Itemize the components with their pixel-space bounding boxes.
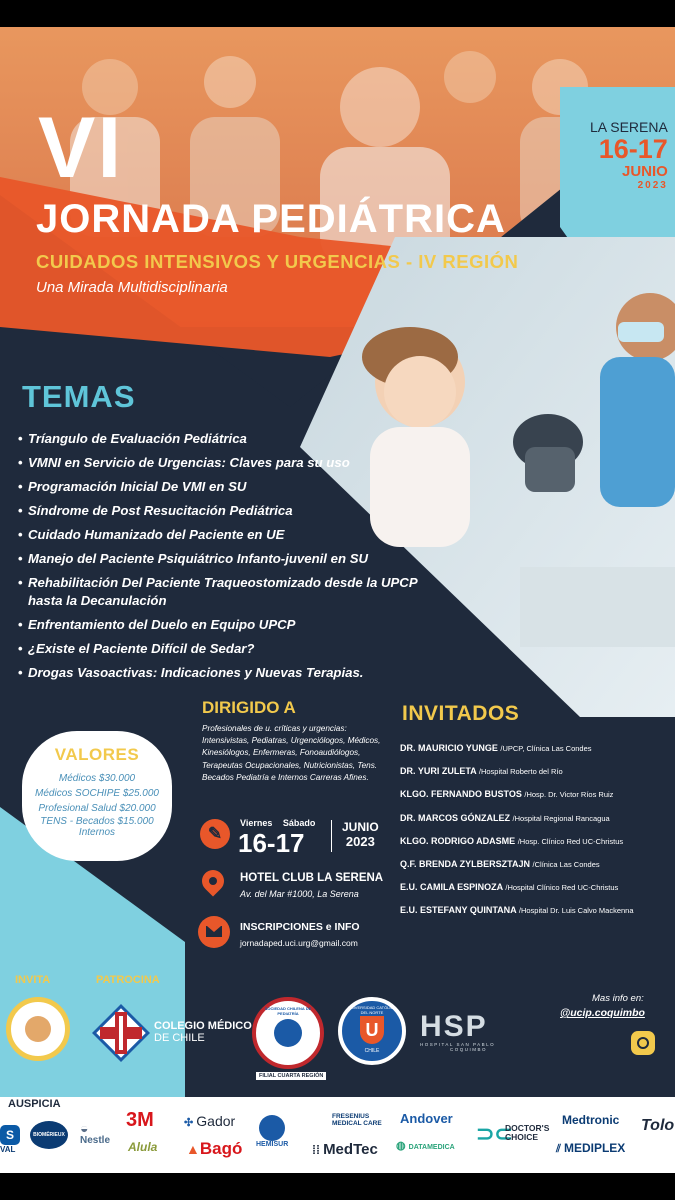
- event-date-badge: [590, 119, 668, 191]
- guest-affiliation: /Hosp. Clínico Red UC-Christus: [517, 836, 624, 846]
- event-city: LA SERENA: [590, 119, 668, 135]
- valores-list: [22, 771, 172, 838]
- guest-item: [400, 807, 675, 830]
- guest-item: [400, 760, 675, 783]
- price-item: Profesional Salud $20.000: [38, 803, 156, 814]
- event-subtitle: CUIDADOS INTENSIVOS Y URGENCIAS - IV REGIÓN: [36, 251, 519, 272]
- guest-item: [400, 876, 675, 899]
- guest-name: E.U. CAMILA ESPINOZA: [400, 882, 503, 893]
- sponsor-logo: [505, 1124, 557, 1142]
- colegio-line1: COLEGIO MÉDICO: [154, 1020, 252, 1032]
- colegio-medico-logo: [92, 1004, 150, 1062]
- hsp-line2: COQUIMBO: [450, 1047, 488, 1052]
- sochipe-logo: [252, 997, 324, 1069]
- guest-item: [400, 899, 675, 922]
- ucn-shield: U: [360, 1016, 384, 1044]
- colegio-medico-text: [154, 1020, 252, 1044]
- venue-name: HOTEL CLUB LA SERENA: [240, 872, 384, 884]
- sponsor-logo: ▲Bagó: [186, 1139, 243, 1158]
- price-item: Médicos SOCHIPE $25.000: [35, 788, 159, 799]
- event-poster: [0, 27, 675, 1173]
- ucn-country: CHILE: [364, 1048, 380, 1054]
- event-days: 16-17: [598, 134, 668, 164]
- guest-name: DR. YURI ZULETA: [400, 766, 477, 777]
- hsp-line1: HOSPITAL SAN PABLO: [420, 1042, 496, 1047]
- topic-item: • VMNI en Servicio de Urgencias: Claves para su uso: [18, 454, 438, 472]
- sponsor-name: 3M: [126, 1109, 154, 1131]
- topic-item: • Tríangulo de Evaluación Pediátrica: [18, 430, 438, 448]
- guest-affiliation: /Hospital Roberto del Río: [478, 767, 563, 777]
- invita-label: INVITA: [15, 974, 51, 986]
- topic-item: • Enfrentamiento del Duelo en Equipo UPCP: [18, 616, 438, 634]
- day2-label: Sábado: [282, 818, 316, 828]
- guest-name: KLGO. FERNANDO BUSTOS: [400, 789, 522, 800]
- edition-number: VI: [38, 100, 124, 196]
- sponsor-name: HEMISUR: [256, 1141, 289, 1148]
- schedule-year: 2023: [345, 834, 375, 849]
- guest-item: [400, 830, 675, 853]
- colegio-line2: DE CHILE: [154, 1032, 205, 1044]
- topic-item: • Drogas Vasoactivas: Indicaciones y Nuevas Terapias.: [18, 664, 438, 682]
- caduceus-icon: [92, 1004, 150, 1062]
- guest-name: E.U. ESTEFANY QUINTANA: [400, 905, 517, 916]
- sponsor-logo: [400, 1111, 453, 1126]
- date-divider: [331, 820, 332, 852]
- sponsor-name: Nestle: [80, 1135, 111, 1146]
- sponsor-logo: ⊃⊂: [476, 1121, 513, 1146]
- ucn-logo: [338, 997, 406, 1065]
- event-title: JORNADA PEDIÁTRICA: [36, 197, 506, 241]
- sponsor-name: MedTec: [323, 1141, 378, 1158]
- day1-label: Viernes: [240, 818, 273, 828]
- sponsor-logo: [641, 1117, 674, 1135]
- topic-item: • Rehabilitación Del Paciente Traqueostomizado desde la UPCP hasta la Decanulación: [18, 574, 438, 610]
- sochipe-filial: FILIAL CUARTA REGIÓN: [256, 1072, 326, 1080]
- instagram-handle-link[interactable]: @ucip.coquimbo: [560, 1007, 645, 1019]
- guests-list: [400, 737, 675, 923]
- ucn-ring-text: UNIVERSIDAD CATÓLICA DEL NORTE: [347, 1005, 397, 1015]
- guest-item: [400, 853, 675, 876]
- instagram-icon[interactable]: [631, 1031, 655, 1055]
- invitados-heading: INVITADOS: [402, 702, 520, 725]
- sponsor-logo: ⫽ MEDIPLEX: [556, 1141, 626, 1155]
- guest-name: DR. MAURICIO YUNGE: [400, 743, 498, 753]
- topic-item: • Manejo del Paciente Psiquiátrico Infanto-juvenil en SU: [18, 550, 438, 568]
- guest-item: [400, 783, 675, 806]
- mail-icon: [198, 916, 230, 948]
- dirigido-text: Profesionales de u. críticas y urgencias: Intensivistas, Pediatras, Urgenciólogos, Médicos, Kinesiólogos, Enfermeras, Fonoaudiólogos, Terapeutas Ocupacionales, Nutricionistas, Tens. Becados Pediatría e Internos Carreras Afines.: [202, 724, 381, 782]
- patrocina-label: PATROCINA: [96, 974, 160, 986]
- auspicia-label: AUSPICIA: [8, 1098, 61, 1110]
- guest-item: [400, 737, 675, 760]
- sponsor-logo: ⁞⁞ MedTec: [312, 1141, 378, 1158]
- sponsor-logo: [30, 1121, 68, 1149]
- guest-affiliation: /Hosp. Dr. Victor Ríos Ruiz: [524, 790, 614, 800]
- sponsor-logo: [126, 1109, 154, 1132]
- sponsor-name: Bagó: [199, 1139, 243, 1158]
- sponsor-logo: ◒ Nestle: [80, 1120, 111, 1146]
- weekdays: [240, 818, 315, 828]
- valores-heading: VALORES: [54, 745, 140, 764]
- sponsor-logo: S VAL: [0, 1125, 20, 1154]
- sponsor-name: BIOMÉRIEUX: [30, 1121, 68, 1149]
- sponsor-name: DATAMEDICA: [408, 1144, 455, 1151]
- guest-name: Q.F. BRENDA ZYLBERSZTAJN: [400, 859, 531, 870]
- sponsor-logo: ◍ DATAMEDICA: [396, 1140, 455, 1152]
- sponsor-name: Andover: [400, 1111, 453, 1126]
- inscripciones-label: INSCRIPCIONES e INFO: [240, 921, 360, 933]
- more-info-label: Mas info en:: [592, 993, 644, 1004]
- sochipe-ring-text: SOCIEDAD CHILENA DE PEDIATRÍA: [264, 1006, 312, 1016]
- sponsor-name: MEDIPLEX: [563, 1141, 626, 1155]
- schedule-month: JUNIO: [342, 820, 379, 834]
- topic-item: • ¿Existe el Paciente Difícil de Sedar?: [18, 640, 438, 658]
- topics-list: [18, 430, 438, 688]
- sponsor-logo: [256, 1115, 288, 1148]
- price-item: TENS - Becados $15.000 Internos: [40, 816, 154, 838]
- topic-item: • Programación Inicial De VMI en SU: [18, 478, 438, 496]
- guest-affiliation: /Hospital Dr. Luis Calvo Mackenna: [518, 906, 634, 916]
- hsp-mark: HSP: [420, 1010, 488, 1043]
- contact-email-link[interactable]: jornadaped.uci.urg@gmail.com: [240, 938, 358, 948]
- hsp-logo: [420, 1012, 530, 1052]
- sponsor-name: Gador: [196, 1113, 236, 1129]
- topic-item: • Síndrome de Post Resucitación Pediátrica: [18, 502, 438, 520]
- schedule-month-year: [342, 820, 379, 849]
- guest-name: DR. MARCOS GÓNZALEZ: [400, 812, 510, 823]
- guest-name: KLGO. RODRIGO ADASME: [400, 835, 516, 846]
- event-month: JUNIO: [621, 163, 668, 181]
- topic-item: • Cuidado Humanizado del Paciente en UE: [18, 526, 438, 544]
- venue-address: Av. del Mar #1000, La Serena: [240, 889, 359, 899]
- guest-affiliation: /UPCP, Clínica Las Condes: [500, 744, 592, 753]
- guest-affiliation: /Hospital Regional Rancagua: [512, 813, 610, 823]
- sponsor-name: VAL: [0, 1145, 16, 1154]
- guest-affiliation: /Hospital Clínico Red UC-Christus: [505, 883, 619, 893]
- sponsor-logo: ✣ Gador: [184, 1113, 236, 1129]
- sponsor-logo: [310, 1113, 390, 1127]
- sponsor-name: Tolo: [641, 1117, 675, 1134]
- dirigido-heading: DIRIGIDO A: [202, 698, 296, 717]
- sponsor-name: FRESENIUS MEDICAL CARE: [332, 1113, 382, 1127]
- temas-heading: TEMAS: [22, 379, 136, 414]
- guest-affiliation: /Clínica Las Condes: [532, 860, 600, 870]
- pushpin-icon: ✎: [200, 819, 230, 849]
- event-year: 2023: [637, 180, 668, 192]
- schedule-days: 16-17: [238, 828, 305, 858]
- price-item: Médicos $30.000: [58, 773, 136, 784]
- sponsor-logo: [128, 1140, 157, 1154]
- sponsor-logo: [562, 1113, 619, 1127]
- sponsor-name: Medtronic: [562, 1113, 620, 1127]
- event-tagline: Una Mirada Multidisciplinaria: [36, 279, 228, 296]
- ucip-seal-logo: [6, 997, 70, 1061]
- sponsor-name: Alula: [128, 1140, 158, 1154]
- sponsor-name: DOCTOR'S CHOICE: [505, 1123, 550, 1142]
